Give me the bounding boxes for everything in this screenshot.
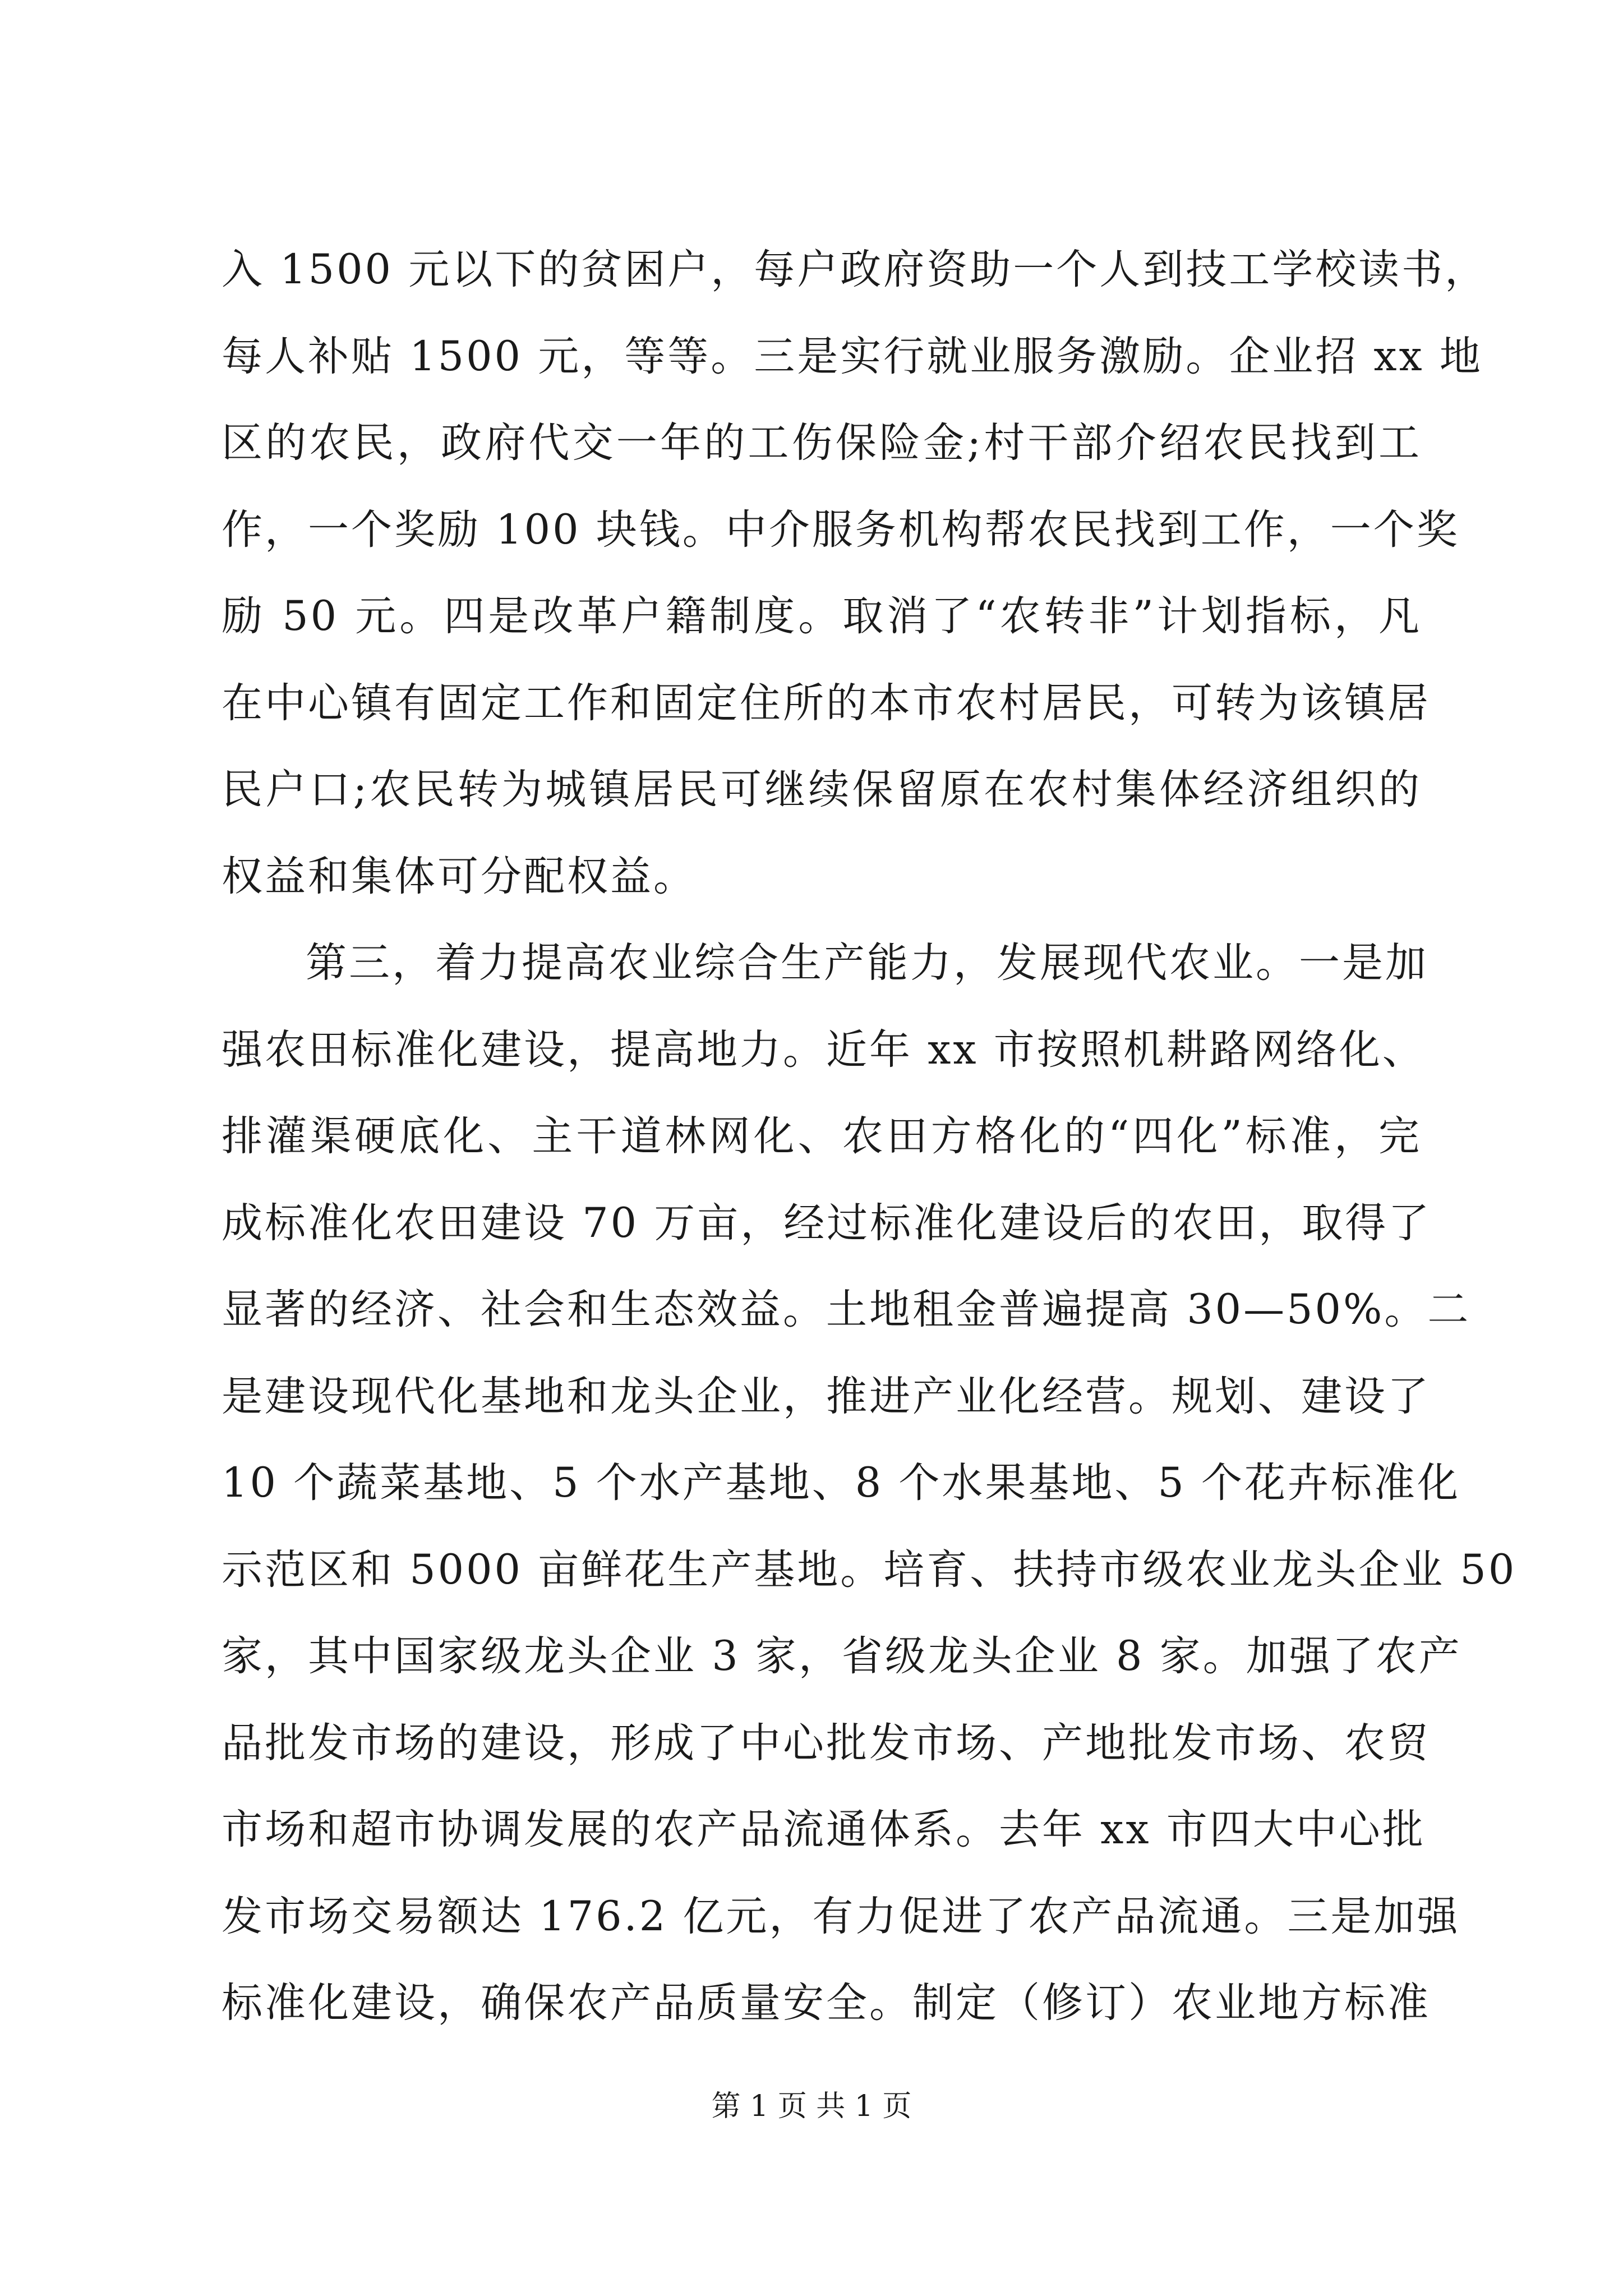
paragraph-1 [222,227,1488,920]
paragraph-line: 区的农民，政府代交一年的工伤保险金;村干部介绍农民找到工 [222,419,1422,467]
paragraph-line: 励 50 元。四是改革户籍制度。取消了“农转非”计划指标，凡 [222,592,1422,640]
paragraph-line: 民户口;农民转为城镇居民可继续保留原在农村集体经济组织的 [222,766,1422,813]
document-body [222,227,1517,2047]
paragraph-line: 是建设现代化基地和龙头企业，推进产业化经营。规划、建设了 [222,1372,1431,1420]
paragraph-line: 排灌渠硬底化、主干道林网化、农田方格化的“四化”标准，完 [222,1112,1422,1160]
paragraph-line: 品批发市场的建设，形成了中心批发市场、产地批发市场、农贸 [222,1719,1431,1767]
paragraph-line: 显著的经济、社会和生态效益。土地租金普遍提高 30—50%。二 [222,1286,1471,1333]
page-footer: 第 1 页 共 1 页 [711,2090,912,2123]
paragraph-line: 市场和超市协调发展的农产品流通体系。去年 xx 市四大中心批 [222,1806,1426,1853]
paragraph-2 [222,920,1517,2047]
paragraph-line: 第三，着力提高农业综合生产能力，发展现代农业。一是加 [306,939,1428,987]
paragraph-line: 每人补贴 1500 元，等等。三是实行就业服务激励。企业招 xx 地 [222,332,1483,380]
paragraph-line: 10 个蔬菜基地、5 个水产基地、8 个水果基地、5 个花卉标准化 [222,1459,1461,1507]
paragraph-line: 在中心镇有固定工作和固定住所的本市农村居民，可转为该镇居 [222,679,1431,727]
paragraph-line: 作，一个奖励 100 块钱。中介服务机构帮农民找到工作，一个奖 [222,505,1460,554]
paragraph-line: 入 1500 元以下的贫困户，每户政府资助一个人到技工学校读书， [222,246,1488,293]
paragraph-line: 示范区和 5000 亩鲜花生产基地。培育、扶持市级农业龙头企业 50 [222,1545,1517,1594]
paragraph-line: 成标准化农田建设 70 万亩，经过标准化建设后的农田，取得了 [222,1199,1432,1247]
paragraph-line: 标准化建设，确保农产品质量安全。制定（修订）农业地方标准 [222,1979,1431,2027]
paragraph-line: 权益和集体可分配权益。 [222,852,697,900]
paragraph-line: 发市场交易额达 176.2 亿元，有力促进了农产品流通。三是加强 [222,1892,1460,1940]
paragraph-line: 强农田标准化建设，提高地力。近年 xx 市按照机耕路网络化、 [222,1025,1426,1074]
paragraph-line: 家，其中国家级龙头企业 3 家，省级龙头企业 8 家。加强了农产 [222,1632,1462,1680]
